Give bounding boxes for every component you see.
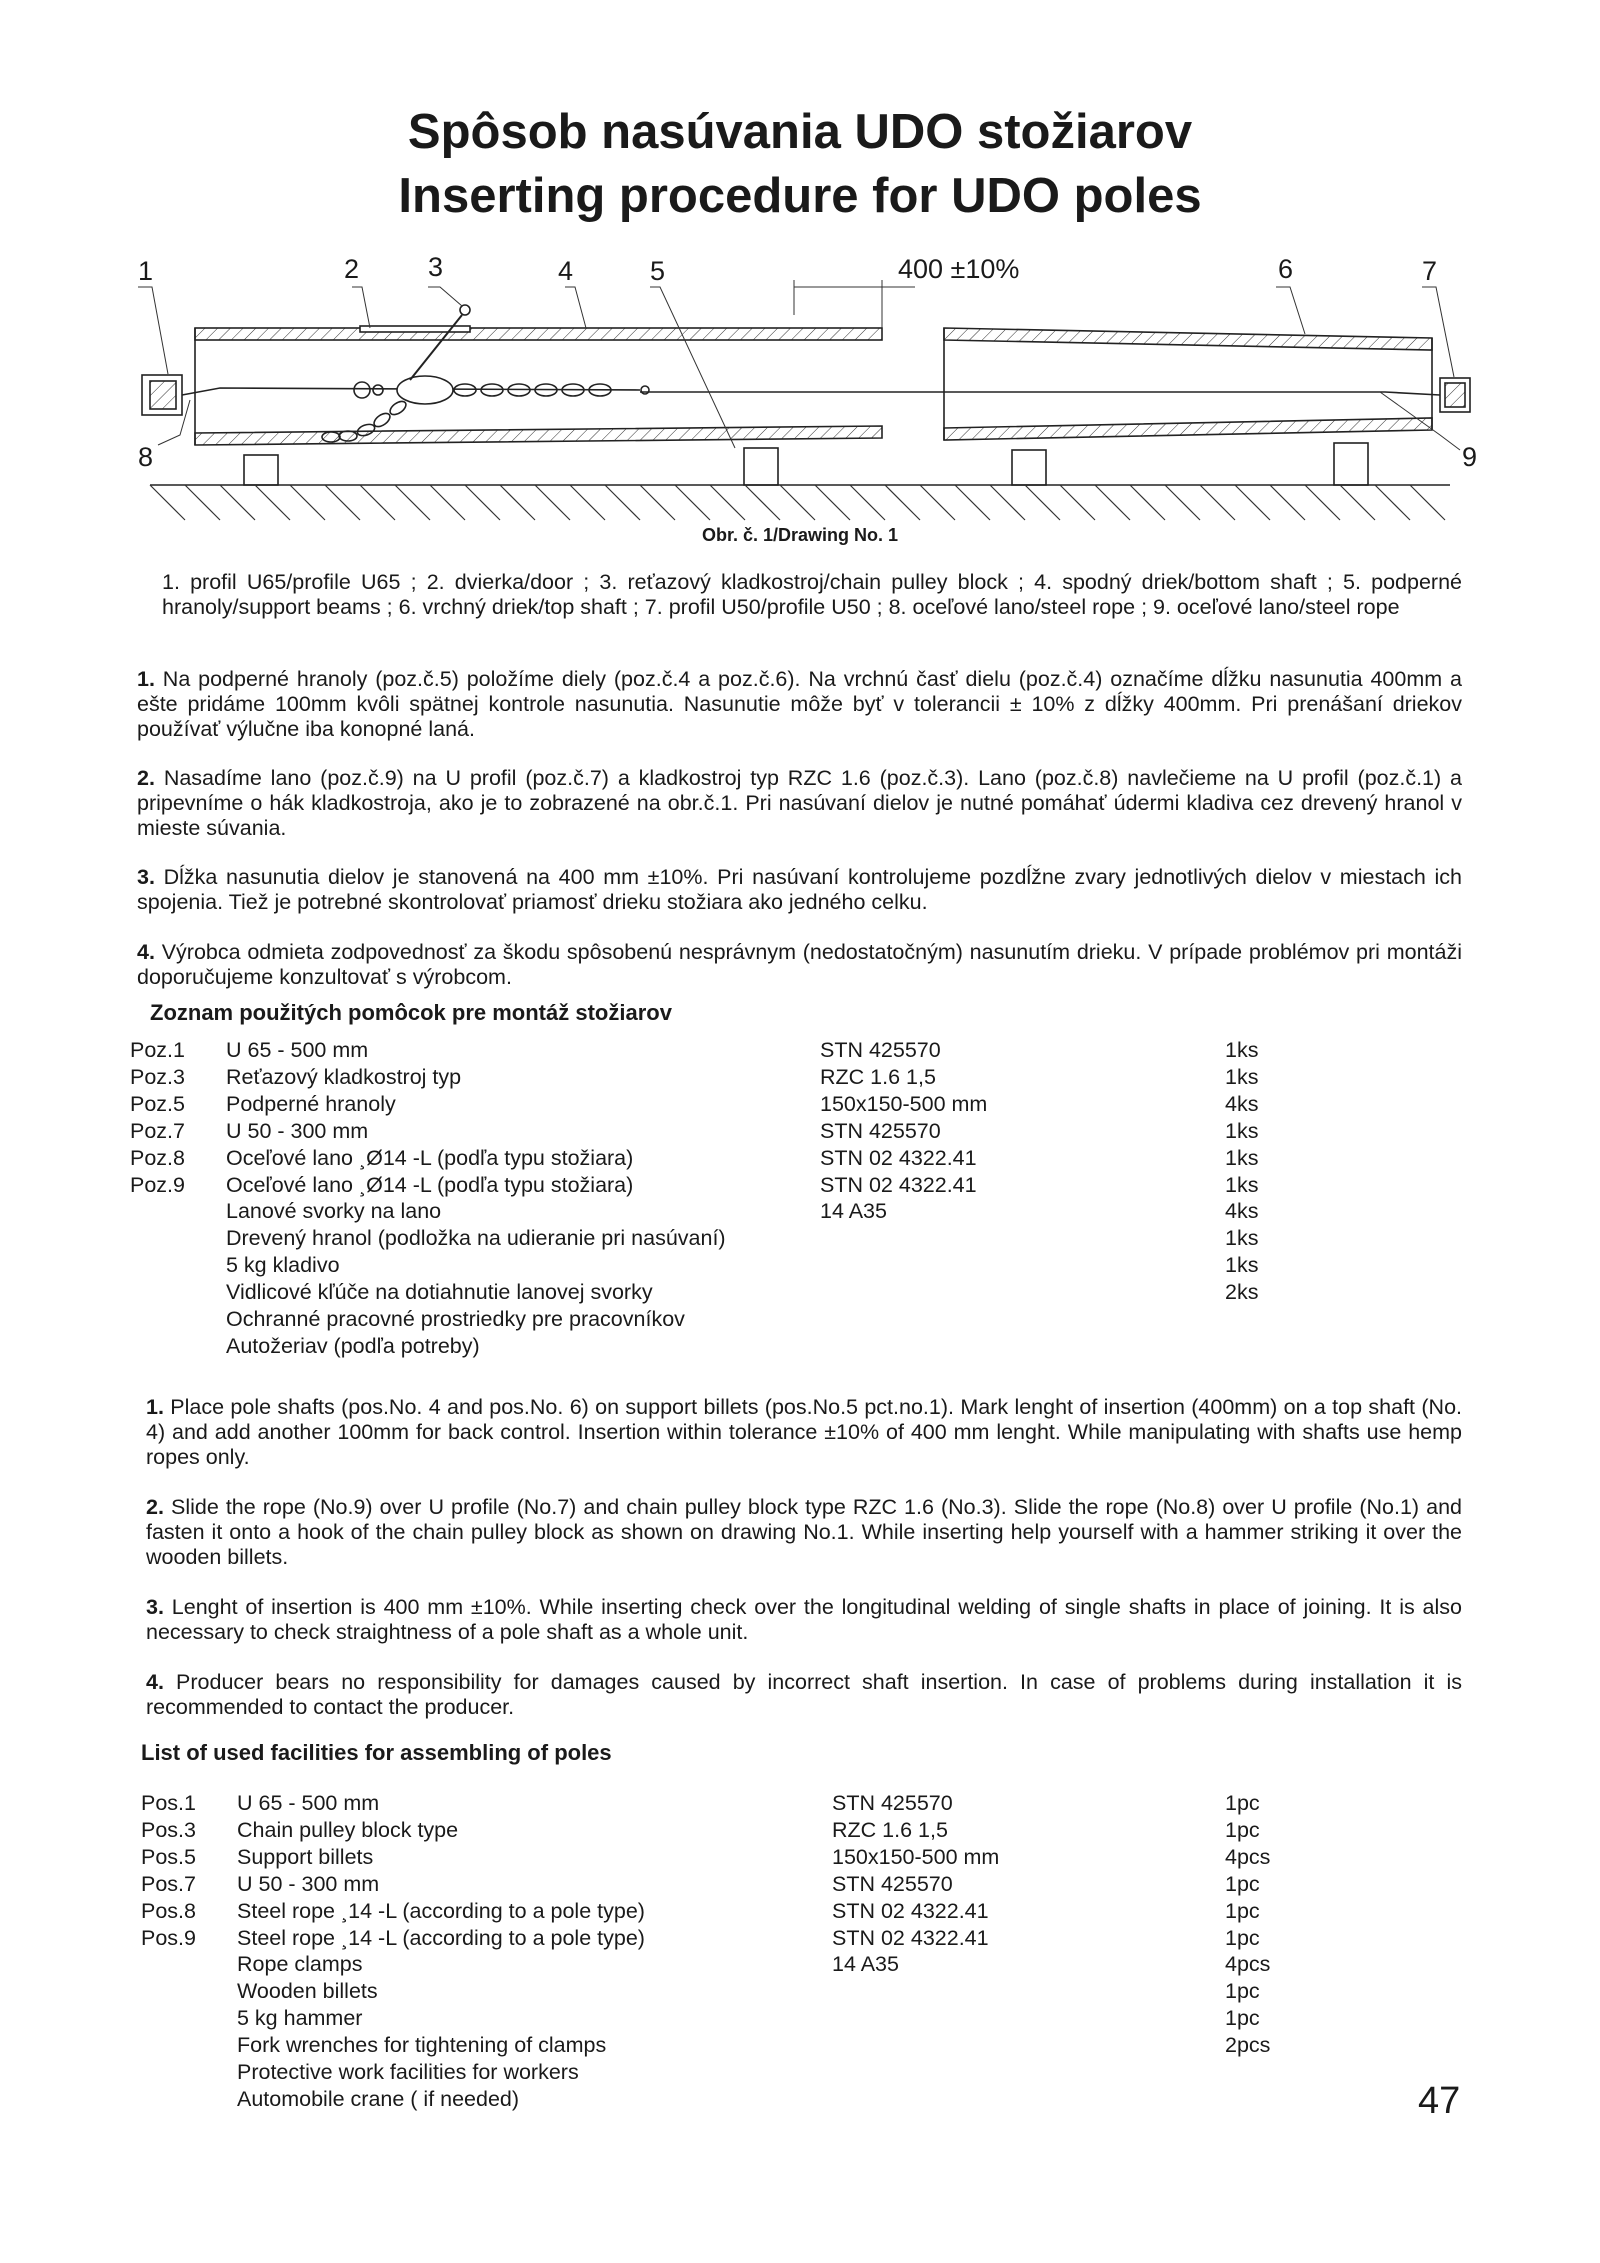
cell-std: STN 02 4322.41 — [832, 1898, 989, 1923]
en-paragraph-4: 4. Producer bears no responsibility for damages caused by incorrect shaft insertion. In case of problems during installation it is recommended to contact the producer. — [146, 1670, 1462, 1719]
cell-name: Oceľové lano ¸Ø14 -L (podľa typu stožiara) — [226, 1172, 634, 1197]
cell-qty: 4ks — [1225, 1199, 1259, 1224]
cell-qty: 1ks — [1225, 1064, 1259, 1089]
cell-name: Steel rope ¸14 -L (according to a pole type) — [237, 1898, 645, 1923]
table-row — [0, 1978, 1600, 2005]
en-list-heading: List of used facilities for assembling of poles — [141, 1740, 612, 1765]
drawing-label-9: 9 — [1462, 442, 1478, 472]
bottom-shaft-lower-wall — [195, 426, 882, 445]
cell-name: Podperné hranoly — [226, 1091, 396, 1116]
cell-qty: 2ks — [1225, 1280, 1259, 1305]
cell-name: U 50 - 300 mm — [237, 1871, 380, 1896]
cell-std: 150x150-500 mm — [820, 1091, 988, 1116]
drawing-label-4: 4 — [558, 256, 574, 286]
table-row — [0, 1198, 1600, 1225]
cell-name: U 65 - 500 mm — [226, 1038, 369, 1062]
steel-rope-9 — [640, 392, 1440, 395]
cell-qty: 4pcs — [1225, 1844, 1271, 1869]
top-shaft-lower-wall — [944, 418, 1432, 440]
cell-pos: Pos.3 — [141, 1817, 196, 1842]
drawing-label-1: 1 — [138, 256, 154, 286]
table-row — [0, 1225, 1600, 1252]
table-row — [0, 1925, 1600, 1952]
drawing-label-6: 6 — [1278, 254, 1294, 284]
support-beam — [1334, 443, 1368, 485]
drawing-dimension: 400 ±10% — [898, 254, 1020, 284]
drawing-legend: 1. profil U65/profile U65 ; 2. dvierka/door ; 3. reťazový kladkostroj/chain pulley block ; 4. spodný driek/bottom shaft ; 5. podperné hranoly/support beams ; 6. vrchný driek/top shaft ; 7. profil U50/profile U50 ; 8. oceľové lano/steel rope ; 9. oceľové lano/steel rope — [162, 570, 1462, 619]
cell-name: Rope clamps — [237, 1952, 363, 1977]
page-title-en: Inserting procedure for UDO poles — [398, 169, 1202, 223]
cell-std: RZC 1.6 1,5 — [832, 1817, 948, 1842]
en-paragraph-3: 3. Lenght of insertion is 400 mm ±10%. While inserting check over the longitudinal welding of single shafts in place of joining. It is also necessary to check straightness of a pole shaft as a whole unit. — [146, 1595, 1462, 1644]
table-row — [0, 2059, 1600, 2086]
cell-qty: 1ks — [1225, 1172, 1259, 1197]
cell-std: STN 425570 — [820, 1118, 941, 1143]
drawing-caption: Obr. č. 1/Drawing No. 1 — [701, 525, 899, 545]
cell-name: Ochranné pracovné prostriedky pre pracovníkov — [226, 1307, 685, 1331]
support-beam — [1012, 450, 1046, 485]
cell-name: Support billets — [237, 1844, 374, 1869]
cell-name: Fork wrenches for tightening of clamps — [237, 2033, 607, 2058]
cell-name: Oceľové lano ¸Ø14 -L (podľa typu stožiara) — [226, 1145, 634, 1170]
bottom-shaft-upper-wall — [195, 328, 882, 340]
cell-pos: Pos.5 — [141, 1844, 196, 1869]
cell-pos: Poz.1 — [130, 1038, 185, 1062]
cell-std: 14 A35 — [832, 1952, 899, 1977]
cell-qty: 1ks — [1225, 1253, 1259, 1278]
table-row — [0, 1252, 1600, 1279]
cell-name: Steel rope ¸14 -L (according to a pole type) — [237, 1925, 645, 1950]
table-row — [0, 1064, 1600, 1091]
cell-qty: 1pc — [1225, 2006, 1260, 2031]
drawing-label-2: 2 — [344, 254, 360, 284]
cell-pos: Poz.8 — [130, 1145, 185, 1170]
cell-name: Reťazový kladkostroj typ — [226, 1064, 462, 1089]
table-row — [0, 2005, 1600, 2032]
drawing-label-8: 8 — [138, 442, 154, 472]
cell-qty: 1ks — [1225, 1118, 1259, 1143]
cell-name: U 65 - 500 mm — [237, 1791, 380, 1815]
sk-paragraph-4: 4. Výrobca odmieta zodpovednosť za škodu spôsobenú nesprávnym (nedostatočným) nasunutím drieku. V prípade problémov pri montáži doporučujeme konzultovať s výrobcom. — [137, 940, 1462, 989]
drawing-label-5: 5 — [650, 256, 666, 286]
cell-qty: 1pc — [1225, 1791, 1260, 1815]
cell-name: Lanové svorky na lano — [226, 1199, 442, 1224]
support-beam — [744, 448, 778, 485]
table-row — [0, 1871, 1600, 1898]
cell-name: Wooden billets — [237, 1979, 378, 2004]
cell-pos: Poz.5 — [130, 1091, 185, 1116]
cell-name: Protective work facilities for workers — [237, 2060, 579, 2084]
table-row — [0, 1817, 1600, 1844]
table-row — [0, 1898, 1600, 1925]
cell-qty: 1ks — [1225, 1226, 1259, 1251]
table-row — [0, 1172, 1600, 1199]
drawing-label-3: 3 — [428, 252, 444, 282]
cell-qty: 4ks — [1225, 1091, 1259, 1116]
cell-qty: 1pc — [1225, 1925, 1260, 1950]
table-row — [0, 1790, 1600, 1817]
cell-std: STN 425570 — [832, 1791, 953, 1815]
page-number: 47 — [1418, 2080, 1461, 2122]
cell-std: STN 02 4322.41 — [820, 1172, 977, 1197]
technical-drawing — [0, 240, 1600, 525]
cell-qty: 1pc — [1225, 1979, 1260, 2004]
cell-qty: 1pc — [1225, 1898, 1260, 1923]
cell-name: Drevený hranol (podložka na udieranie pri nasúvaní) — [226, 1226, 726, 1251]
sk-paragraph-1: 1. Na podperné hranoly (poz.č.5) položíme diely (poz.č.4 a poz.č.6). Na vrchnú časť dielu (poz.č.4) označíme dĺžku nasunutia 400mm a ešte pridáme 100mm kvôli spätnej kontrole nasunutia. Nasunutie môže byť v tolerancii ± 10% z dĺžky 400mm. Pri prenášaní driekov používať výlučne iba konopné laná. — [137, 667, 1462, 741]
cell-name: 5 kg hammer — [237, 2006, 363, 2031]
en-paragraph-2: 2. Slide the rope (No.9) over U profile (No.7) and chain pulley block type RZC 1.6 (No.3). Slide the rope (No.8) over U profile (No.1) and fasten it onto a hook of the chain pulley block as shown on drawing No.1. While inserting help yourself with a hammer striking it over the wooden billets. — [146, 1495, 1462, 1569]
drawing-label-7: 7 — [1422, 256, 1438, 286]
cell-name: Chain pulley block type — [237, 1817, 459, 1842]
cell-pos: Pos.8 — [141, 1898, 196, 1923]
cell-name: U 50 - 300 mm — [226, 1118, 369, 1143]
cell-name: Automobile crane ( if needed) — [237, 2086, 520, 2111]
table-row — [0, 2086, 1600, 2113]
sk-list-heading: Zoznam použitých pomôcok pre montáž stožiarov — [150, 1000, 672, 1025]
chain-pulley-block — [397, 376, 453, 404]
table-row — [0, 1118, 1600, 1145]
cell-qty: 4pcs — [1225, 1952, 1271, 1977]
cell-qty: 2pcs — [1225, 2033, 1271, 2058]
table-row — [0, 1333, 1600, 1360]
sk-paragraph-2: 2. Nasadíme lano (poz.č.9) na U profil (poz.č.7) a kladkostroj typ RZC 1.6 (poz.č.3). Lano (poz.č.8) navlečieme na U profil (poz.č.1) a pripevníme o hák kladkostroja, ako je to zobrazené na obr.č.1. Pri nasúvaní dielov je nutné pomáhať údermi kladiva cez drevený hranol v mieste súvania. — [137, 766, 1462, 840]
top-shaft-upper-wall — [944, 328, 1432, 350]
cell-pos: Pos.9 — [141, 1925, 196, 1950]
cell-std: RZC 1.6 1,5 — [820, 1064, 936, 1089]
cell-pos: Pos.7 — [141, 1871, 196, 1896]
cell-name: Autožeriav (podľa potreby) — [226, 1333, 480, 1358]
cell-qty: 1ks — [1225, 1145, 1259, 1170]
cell-pos: Pos.1 — [141, 1791, 196, 1815]
table-row — [0, 1145, 1600, 1172]
cell-pos: Poz.7 — [130, 1118, 185, 1143]
cell-std: STN 02 4322.41 — [832, 1925, 989, 1950]
table-row — [0, 1951, 1600, 1978]
cell-name: Vidlicové kľúče na dotiahnutie lanovej svorky — [226, 1280, 653, 1305]
cell-std: STN 425570 — [832, 1871, 953, 1896]
cell-std: 14 A35 — [820, 1199, 887, 1224]
cell-pos: Poz.3 — [130, 1064, 185, 1089]
cell-qty: 1ks — [1225, 1038, 1259, 1062]
page-title-sk: Spôsob nasúvania UDO stožiarov — [407, 105, 1193, 159]
table-row — [0, 1844, 1600, 1871]
cell-qty: 1pc — [1225, 1871, 1260, 1896]
ground-hatching — [150, 485, 1445, 520]
cell-std: 150x150-500 mm — [832, 1844, 1000, 1869]
table-row — [0, 1091, 1600, 1118]
en-paragraph-1: 1. Place pole shafts (pos.No. 4 and pos.No. 6) on support billets (pos.No.5 pct.no.1). Mark lenght of insertion (400mm) on a top shaft (No. 4) and add another 100mm for back control. Insertion within tolerance ±10% of 400 mm lenght. While manipulating with shafts use hemp ropes only. — [146, 1395, 1462, 1469]
cell-std: STN 425570 — [820, 1038, 941, 1062]
table-row — [0, 2032, 1600, 2059]
table-row — [0, 1279, 1600, 1306]
table-row — [0, 1306, 1600, 1333]
sk-paragraph-3: 3. Dĺžka nasunutia dielov je stanovená na 400 mm ±10%. Pri nasúvaní kontrolujeme pozdĺžne zvary jednotlivých dielov v miestach ich spojenia. Tiež je potrebné skontrolovať priamosť drieku stožiara ako jedného celku. — [137, 865, 1462, 914]
table-row — [0, 1037, 1600, 1064]
cell-pos: Poz.9 — [130, 1172, 185, 1197]
cell-name: 5 kg kladivo — [226, 1253, 340, 1278]
cell-std: STN 02 4322.41 — [820, 1145, 977, 1170]
support-beam — [244, 455, 278, 485]
cell-qty: 1pc — [1225, 1817, 1260, 1842]
